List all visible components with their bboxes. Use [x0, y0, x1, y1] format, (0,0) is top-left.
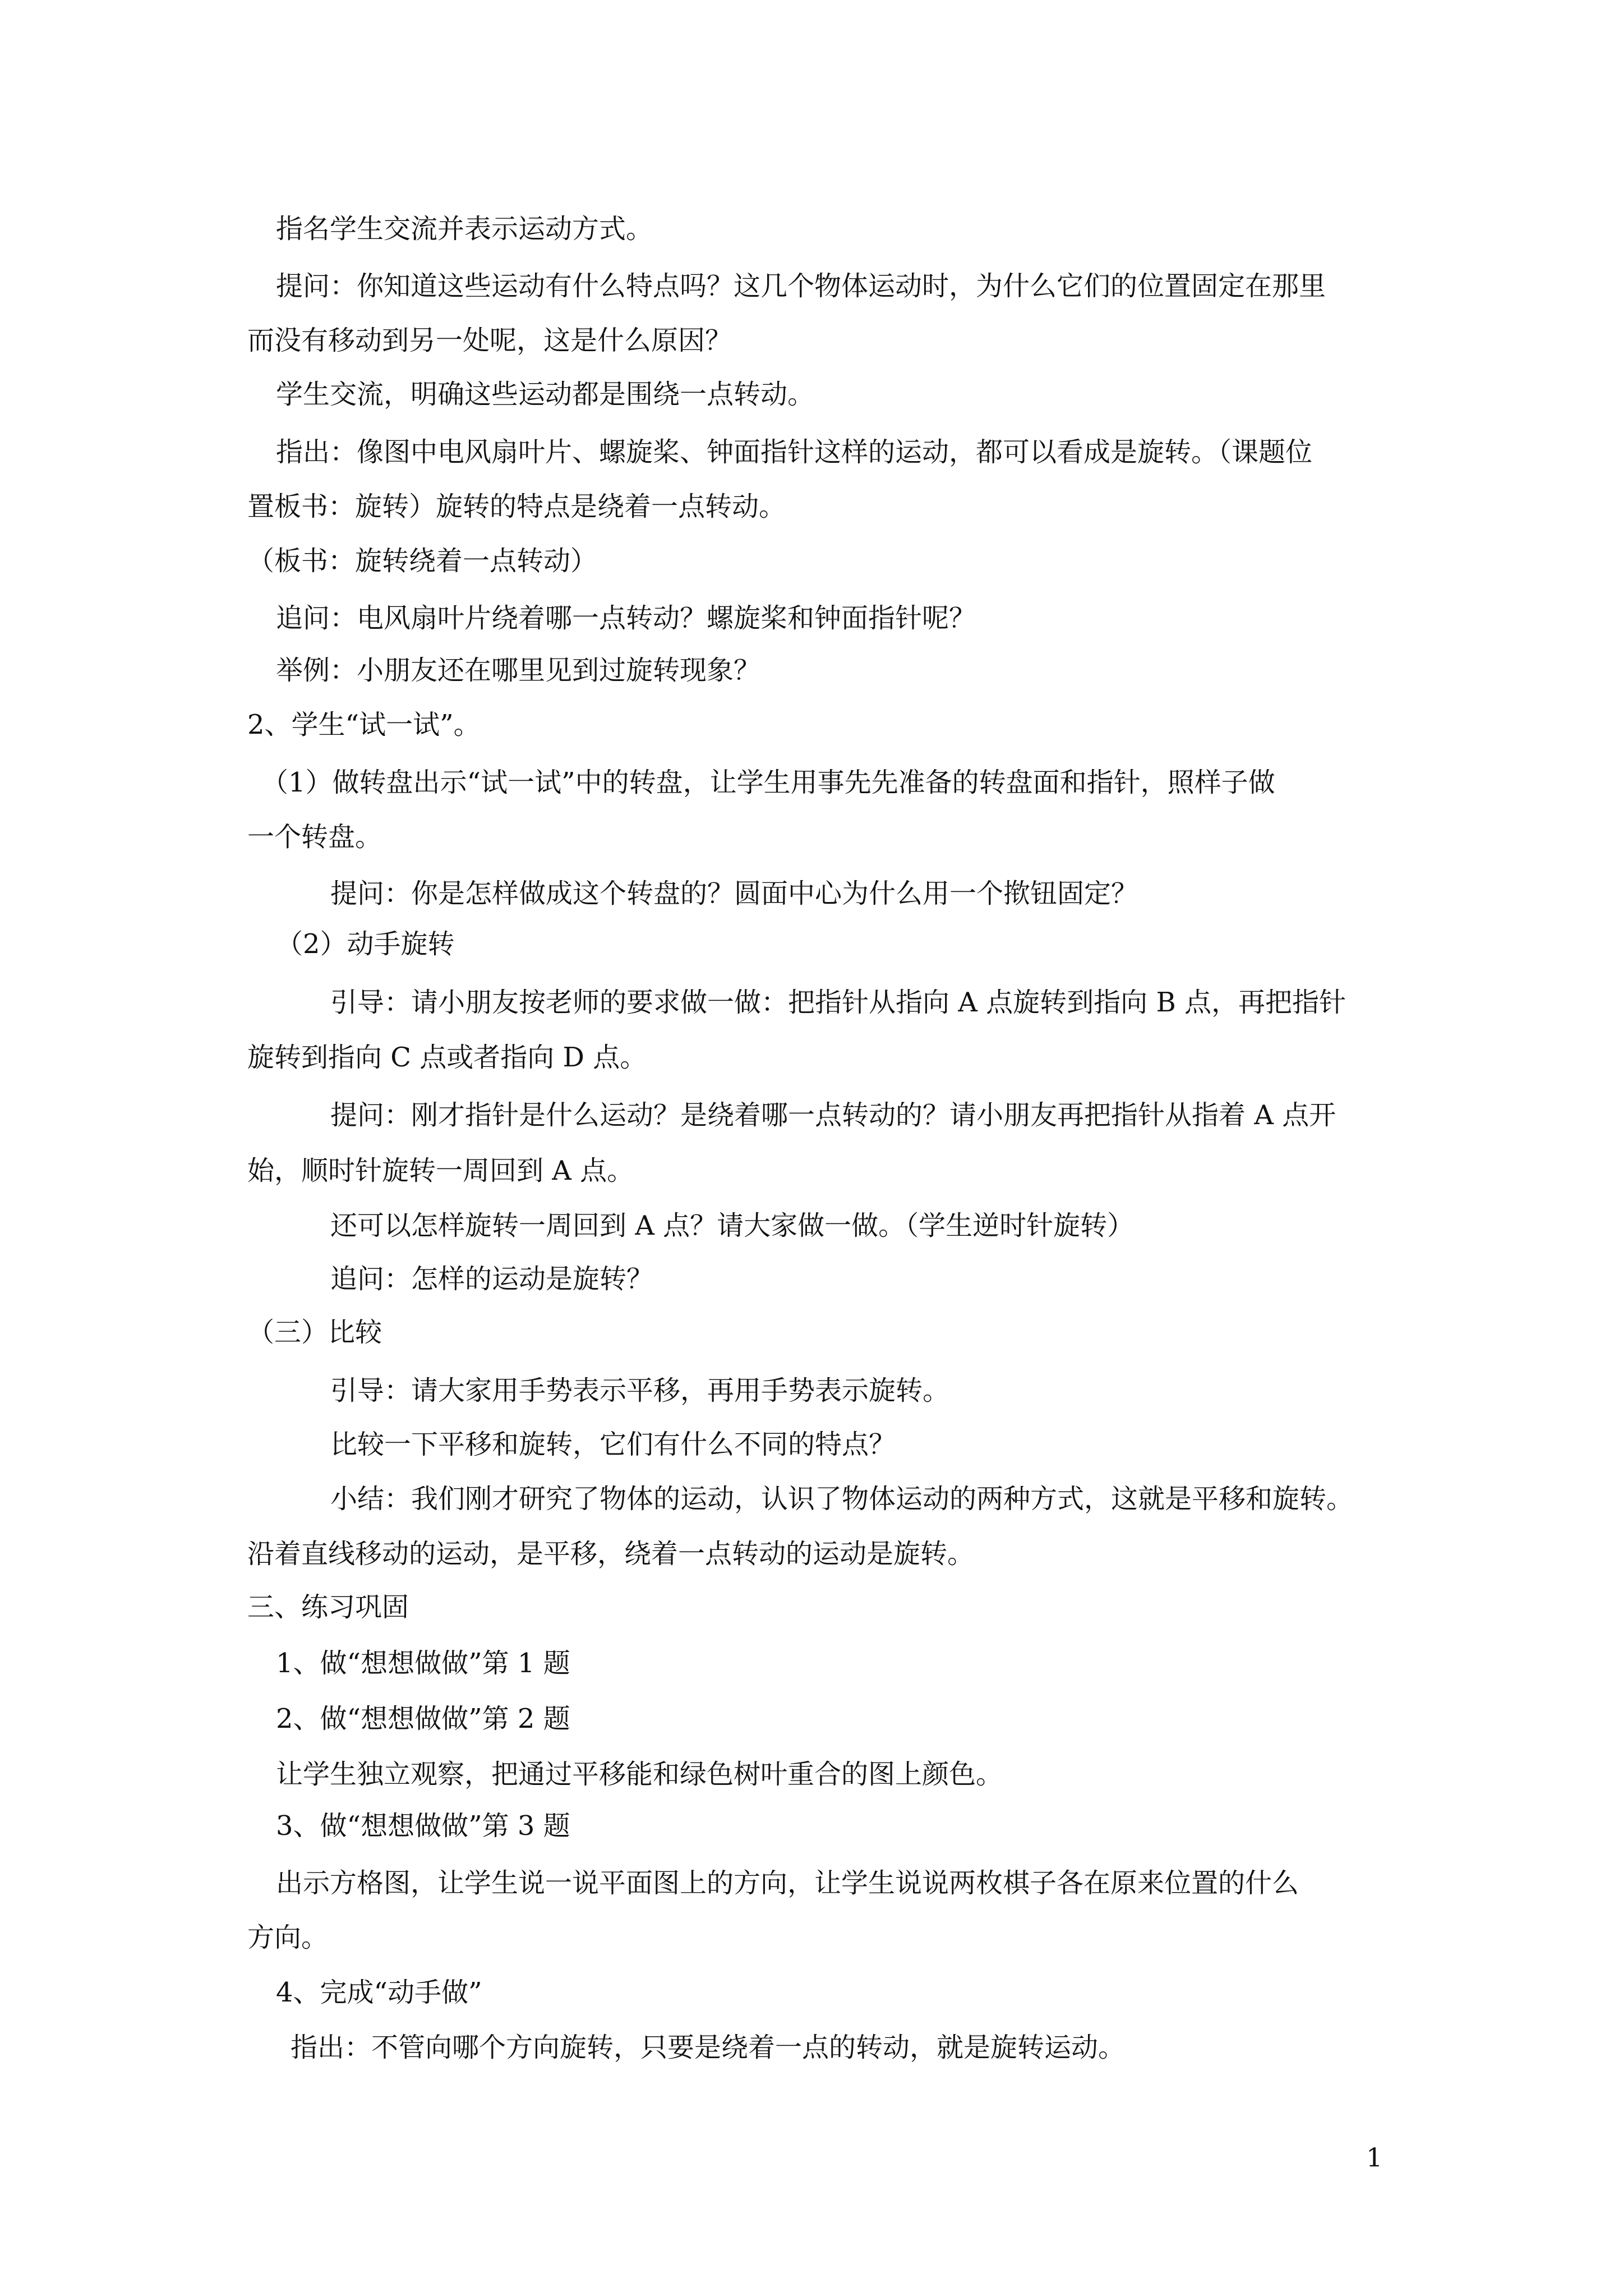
- text-line: 比较一下平移和旋转，它们有什么不同的特点？: [330, 1429, 896, 1460]
- text-line: 提问：你是怎样做成这个转盘的？圆面中心为什么用一个揿钮固定？: [330, 878, 1138, 909]
- text-line: 引导：请小朋友按老师的要求做一做：把指针从指向 A 点旋转到指向 B 点，再把指针: [330, 987, 1346, 1018]
- text-line: 2、做“想想做做”第 2 题: [276, 1703, 570, 1734]
- text-line: （三）比较: [247, 1317, 382, 1348]
- text-line: （板书：旋转绕着一点转动）: [247, 545, 598, 577]
- text-line: 还可以怎样旋转一周回到 A 点？请大家做一做。（学生逆时针旋转）: [330, 1210, 1135, 1241]
- text-line: 举例：小朋友还在哪里见到过旋转现象？: [276, 655, 761, 686]
- text-line: 三、练习巩固: [247, 1591, 409, 1623]
- text-line: 置板书：旋转）旋转的特点是绕着一点转动。: [247, 491, 786, 522]
- text-line: 始，顺时针旋转一周回到 A 点。: [247, 1155, 634, 1186]
- text-line: 沿着直线移动的运动，是平移，绕着一点转动的运动是旋转。: [247, 1538, 975, 1570]
- text-line: 指出：像图中电风扇叶片、螺旋桨、钟面指针这样的运动，都可以看成是旋转。（课题位: [276, 436, 1313, 468]
- text-line: 指出：不管向哪个方向旋转，只要是绕着一点的转动，就是旋转运动。: [291, 2032, 1126, 2063]
- text-line: 提问：你知道这些运动有什么特点吗？这几个物体运动时，为什么它们的位置固定在那里: [276, 270, 1326, 302]
- text-line: 4、完成“动手做”: [276, 1977, 482, 2008]
- text-line: 小结：我们刚才研究了物体的运动，认识了物体运动的两种方式，这就是平移和旋转。: [330, 1483, 1354, 1515]
- text-line: 指名学生交流并表示运动方式。: [276, 213, 653, 245]
- text-line: 而没有移动到另一处呢，这是什么原因？: [247, 325, 732, 356]
- text-line: 追问：电风扇叶片绕着哪一点转动？螺旋桨和钟面指针呢？: [276, 602, 976, 634]
- text-line: （2）动手旋转: [276, 928, 455, 960]
- text-line: 3、做“想想做做”第 3 题: [276, 1810, 570, 1842]
- text-line: 2、学生“试一试”。: [247, 709, 481, 740]
- text-line: 提问：刚才指针是什么运动？是绕着哪一点转动的？请小朋友再把指针从指着 A 点开: [330, 1099, 1336, 1131]
- text-line: 追问：怎样的运动是旋转？: [330, 1263, 654, 1295]
- text-line: 引导：请大家用手势表示平移，再用手势表示旋转。: [330, 1375, 950, 1406]
- text-line: 旋转到指向 C 点或者指向 D 点。: [247, 1042, 647, 1073]
- text-line: 1、做“想想做做”第 1 题: [276, 1648, 570, 1679]
- page-number: 1: [1366, 2142, 1383, 2173]
- text-line: （1）做转盘出示“试一试”中的转盘，让学生用事先先准备的转盘面和指针，照样子做: [261, 767, 1275, 798]
- text-line: 让学生独立观察，把通过平移能和绿色树叶重合的图上颜色。: [276, 1759, 1003, 1790]
- text-line: 方向。: [247, 1922, 329, 1953]
- text-line: 出示方格图，让学生说一说平面图上的方向，让学生说说两枚棋子各在原来位置的什么: [276, 1867, 1299, 1899]
- text-line: 学生交流，明确这些运动都是围绕一点转动。: [276, 379, 815, 410]
- text-line: 一个转盘。: [247, 821, 382, 853]
